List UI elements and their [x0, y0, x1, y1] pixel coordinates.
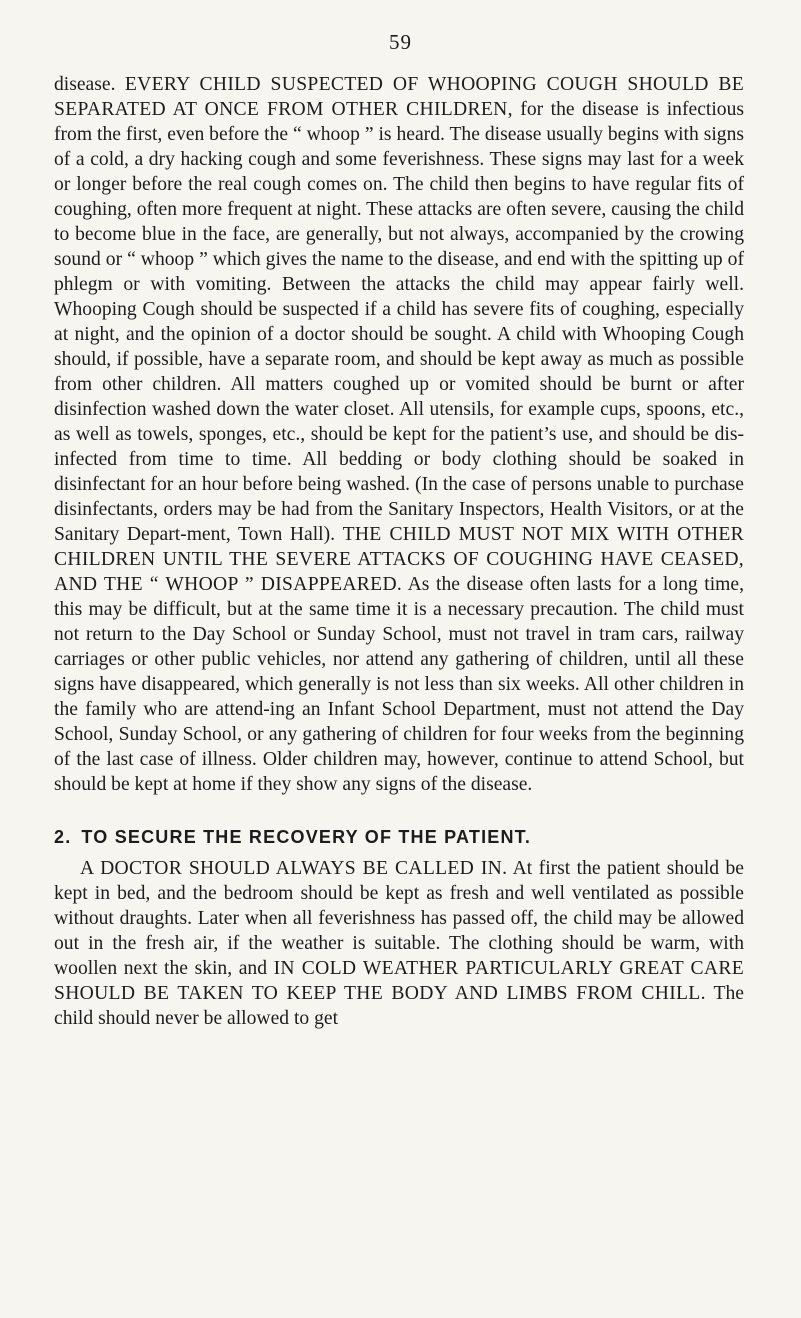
emphasis-separate-child: EVERY CHILD SUSPECTED OF WHOOPING COUGH SHOULD BE SEPARATED AT ONCE FROM OTHER CHILDREN,	[54, 74, 744, 120]
section-title: TO SECURE THE RECOVERY OF THE PATIENT.	[81, 827, 532, 847]
paragraph-lead-word: disease.	[54, 74, 125, 95]
page-number: 59	[389, 30, 412, 54]
paragraph-text: for the disease is infectious from the first, even before the “ whoop ” is heard. The disease usually begins with signs of a cold, a dry hacking cough and some feverishness. These signs may last for a week or longer before the real cough comes on. The child then begins to have regular fits of coughing, often more frequent at night. These attacks are often severe, causing the child to become blue in the face, are generally, but not always, accompanied by the crowing sound or “ whoop ” which gives the name to the disease, and end with the spitting up of phlegm or with vomiting. Between the attacks the child may appear fairly well. Whooping Cough should be suspected if a child has severe fits of coughing, especially at night, and the opinion of a doctor should be sought. A child with Whooping Cough should, if possible, have a separate room, and should be kept away as much as possible from other children. All matters coughed up or vomited should be burnt or after disinfection washed down the water closet. All utensils, for example cups, spoons, etc., as well as towels, sponges, etc., should be kept for the patient’s use, and should be dis-infected from time to time. All bedding or body clothing should be soaked in disinfectant for an hour before being washed. (In the case of persons unable to purchase disinfectants, orders may be had from the Sanitary Inspectors, Health Visitors, or at the Sanitary Depart-ment, Town Hall).	[54, 99, 744, 545]
paragraph-text: As the disease often lasts for a long time, this may be difficult, but at the same time it is a necessary precaution. The child must not return to the Day School or Sunday School, must not travel in tram cars, railway carriages or other public vehicles, nor attend any gathering of children, until all these signs have disappeared, which generally is not less than six weeks. All other children in the family who are attend-ing an Infant School Department, must not attend the Day School, Sunday School, or any gathering of children for four weeks from the beginning of the last case of illness. Older children may, however, continue to attend School, but should be kept at home if they show any signs of the disease.	[54, 574, 744, 795]
paragraph-recovery	[54, 856, 744, 1031]
emphasis-cold-weather: IN COLD WEATHER PARTICULARLY GREAT CARE SHOULD BE TAKEN TO KEEP THE BODY AND LIMBS FROM CHILL.	[54, 958, 744, 1004]
section-heading	[54, 825, 744, 850]
paragraph-whooping-cough-isolation	[54, 72, 744, 797]
emphasis-must-not-mix: THE CHILD MUST NOT MIX WITH OTHER CHILDREN UNTIL THE SEVERE ATTACKS OF COUGHING HAVE CEASED, AND THE “ WHOOP ” DISAPPEARED.	[54, 524, 744, 595]
paragraph-text: At first the patient should be kept in bed, and the bedroom should be kept as fresh and well ventilated as possible without draughts. Later when all feverishness has passed off, the child may be allowed out in the fresh air, if the weather is suitable. The clothing should be warm, with woollen next the skin, and	[54, 858, 744, 979]
section-number: 2.	[54, 827, 72, 847]
body-text	[54, 72, 744, 1031]
paragraph-text: The child should never be allowed to get	[54, 983, 744, 1029]
emphasis-doctor: A DOCTOR SHOULD ALWAYS BE CALLED IN.	[80, 858, 508, 879]
